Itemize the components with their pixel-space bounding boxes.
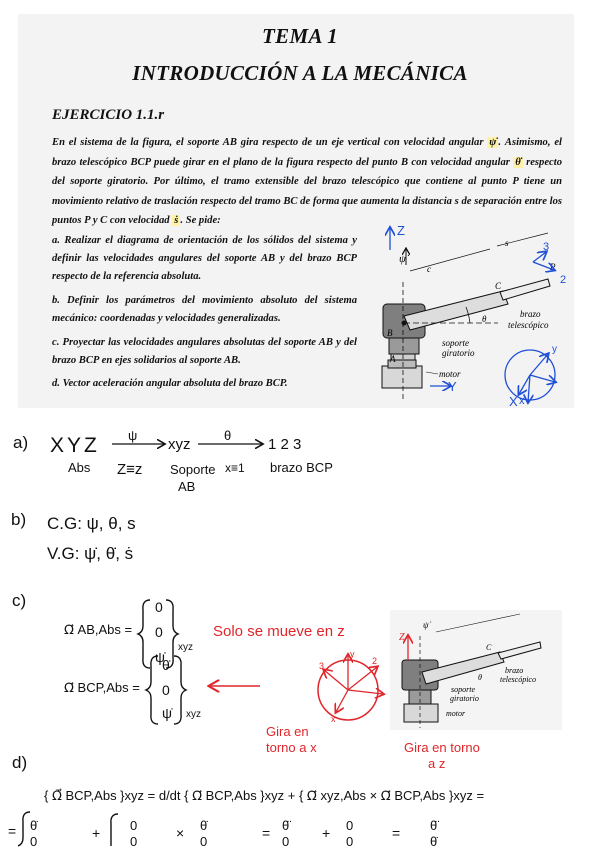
fig-label-b: B [387,328,393,338]
label-c: c) [12,591,27,610]
axis-y-label: Y [448,379,457,394]
note-only-z: Solo se mueve en z [213,623,345,640]
omega-ab-subscript: xyz [178,642,193,653]
psi-label: ψ [128,428,138,443]
fig-label-giratorio: giratorio [442,348,475,358]
omega-bcp-row2: 0 [162,682,170,698]
fig-label-c-point: C [495,281,502,291]
s-dot-highlight: ṡ [174,215,179,226]
d-col6-row1: θ̈ [430,818,438,833]
frame-123: 1 2 3 [268,436,302,453]
note-rotates-x-1: Gira en [266,724,309,739]
equals-sign: = [8,823,17,839]
fig-label-soporte: soporte [442,338,469,348]
svg-text:=: = [392,825,401,841]
small-fig-brazo: brazo [505,666,524,675]
axis-2-label: 2 [560,274,567,286]
small-fig-giratorio: giratorio [450,694,479,703]
question-c: c. Proyectar las velocidades angulares absolutas del soporte AB y del brazo BCP en ejes solidarios al soporte AB. [52,337,357,366]
d-col1-row1: θ̇ [30,818,38,833]
frame-xyz: xyz [168,436,191,453]
svg-text:=: = [262,825,271,841]
red-axis-x: x [331,714,336,724]
page-subtitle: INTRODUCCIÓN A LA MECÁNICA [132,61,468,85]
soporte-label: Soporte [170,462,216,477]
omega-bcp-row3: ψ̇ [162,705,172,721]
angular-acceleration-equation: { Ω̇⃗ BCP,Abs }xyz = d/dt { Ω⃗ BCP,Abs }xyz + { Ω⃗ xyz,Abs × Ω⃗ BCP,Abs }xyz = [44,788,485,803]
small-fig-telescopico: telescópico [500,675,536,684]
fig-label-telescopico: telescópico [508,320,549,330]
page-title: TEMA 1 [262,24,338,48]
note-rotates-x-2: torno a x [266,740,317,755]
generalized-coordinates: C.G: ψ, θ, s [47,514,136,533]
omega-ab-abs: Ω⃗ AB,Abs = [64,622,133,637]
axis-x-big: X [509,394,518,409]
question-d: d. Vector aceleración angular absoluta del brazo BCP. [52,378,288,389]
question-b: b. Definir los parámetros del movimiento absoluto del sistema mecánico: coordenadas y velocidades generalizadas. [52,295,357,324]
fig-label-theta: θ [482,314,487,324]
abs-label: Abs [68,460,91,475]
axis-3-label: 3 [543,241,550,253]
theta-dot-highlight: θ̇ [515,156,521,168]
omega-ab-row3: ψ̇ [155,649,165,665]
d-col6-row2: θ̇ [430,834,438,848]
mechanism-figure-small [390,610,562,730]
generalized-velocities: V.G: ψ̇, θ̇, ṡ [47,544,134,563]
d-col3-row1: θ̇ [200,818,208,833]
label-a: a) [13,433,29,452]
fig-label-c: c [427,264,431,274]
exercise-statement: En el sistema de la figura, el soporte AB gira respecto de un eje vertical con velocidad angular ψ̇ . Asimismo, el brazo telescópico BCP puede girar en el plano de la figura respecto del punto B con velocidad angular θ̇ respecto del soporte giratorio. Por último, el tramo extensible del brazo telescópico que contiene al punto P tiene un movimiento relativo de traslación respecto del tramo BC de forma que aumenta la distancia s de separación entre los puntos P y C con velocidad ṡ . Se pide: [52,137,562,226]
omega-bcp-subscript: xyz [186,709,201,720]
d-col2-row2: 0 [130,834,138,848]
psi-dot-highlight: ψ̇ [489,137,497,148]
theta-label: θ [224,428,232,443]
d-col1-row2: 0 [30,834,38,848]
axis-x-small: x [519,395,525,407]
d-col5-row2: 0 [346,834,354,848]
svg-text:+: + [322,825,331,841]
small-fig-theta: θ [478,673,482,682]
small-fig-soporte: soporte [451,685,475,694]
small-fig-z: Z [399,632,405,643]
note-rotates-z-1: Gira en torno [404,740,480,755]
fig-label-brazo: brazo [520,309,541,319]
label-d: d) [12,753,28,772]
axis-z-label: Z [397,223,405,238]
answer-b [11,510,136,563]
svg-text:+: + [92,825,101,841]
z-equals-z: Z≡z [117,461,143,478]
omega-bcp-abs: Ω⃗ BCP,Abs = [64,680,140,695]
exercise-title: EJERCICIO 1.1.r [52,107,165,123]
d-col4-row1: θ̈ [282,818,290,833]
red-axis-z: y [350,649,355,659]
d-col4-row2: 0 [282,834,290,848]
ab-label: AB [178,479,196,494]
small-fig-psi: ψ̇ [423,620,429,630]
axis-y-small: y [552,344,557,355]
red-axis-3: 3 [319,661,325,671]
question-a: a. Realizar el diagrama de orientación de los sólidos del sistema y definir las velocidades angulares del soporte AB y del brazo BCP respecto de la referencia absoluta. [52,235,357,282]
fig-label-s: s [505,238,509,248]
d-col2-row1: 0 [130,818,138,833]
fig-label-a: A [390,354,396,364]
omega-ab-row2: 0 [155,624,163,640]
fig-label-psi: ψ̇ [399,253,406,265]
small-fig-motor: motor [446,709,466,718]
omega-ab-row1: 0 [155,599,163,615]
brazo-bcp-label: brazo BCP [270,460,333,475]
d-col5-row1: 0 [346,818,354,833]
small-fig-c: C [486,643,492,652]
answer-a [13,428,333,494]
answer-d [8,753,484,848]
label-b: b) [11,510,27,529]
omega-bcp-row1: θ̇ [162,657,170,673]
x-equals-1: x≡1 [225,461,245,475]
red-axis-2: 2 [372,656,378,666]
d-col3-row2: 0 [200,834,208,848]
fig-label-p: P [550,262,556,272]
svg-text:×: × [176,825,185,841]
frame-xyz-abs: XYZ [50,434,100,457]
fig-label-motor: motor [439,369,461,379]
note-rotates-z-2: a z [428,756,446,771]
